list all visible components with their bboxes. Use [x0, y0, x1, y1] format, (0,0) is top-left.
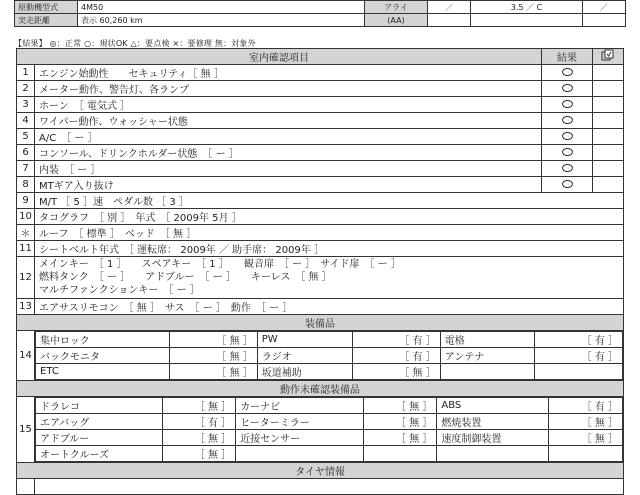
result-mark: [542, 113, 593, 129]
equip-value: [549, 446, 623, 462]
keys-line-1: メインキー ［ 1 ］ スペアキー ［ 1 ］ 観音扉 ［ ー ］ サイド扉 ［ ー ］: [39, 259, 401, 270]
row-number: 3: [17, 97, 35, 113]
result-mark: [542, 65, 593, 81]
equip-name: カーナビ: [236, 398, 364, 414]
equip-name: オートクルーズ: [36, 446, 163, 462]
equip-name: ETC: [36, 364, 170, 380]
engine-type-value: 4M50: [78, 1, 365, 14]
header-table: [14, 0, 626, 27]
equip-value: ［ 無 ］: [363, 414, 437, 430]
item-text: ルーフ ［ 標準 ］ ベッド ［ 無 ］: [35, 225, 624, 241]
item-text: メーター動作、警告灯、各ランプ: [35, 81, 542, 97]
copy-check-icon[interactable]: [593, 49, 624, 65]
equip-value: ［ 無 ］: [162, 446, 236, 462]
equip-value: ［ 無 ］: [169, 348, 257, 364]
check-row: [17, 299, 624, 315]
item-text: エンジン始動性 セキュリティ［ 無 ］: [35, 65, 542, 81]
keys-line-3: マルチファンクションキー ［ ー ］: [39, 285, 200, 296]
result-header: 結果: [542, 49, 593, 65]
result-mark: [542, 177, 593, 193]
row-number: 7: [17, 161, 35, 177]
row-number: 4: [17, 113, 35, 129]
row-number: 12: [17, 257, 35, 299]
equip-name: 電格: [440, 332, 534, 348]
row-number: 11: [17, 241, 35, 257]
result-mark: [542, 145, 593, 161]
result-mark: [542, 97, 593, 113]
equip-name: 近接センサー: [236, 430, 364, 446]
equip-name: [236, 446, 364, 462]
equip-value: ［ 無 ］: [363, 430, 437, 446]
equipment-title: 装備品: [17, 315, 624, 331]
equip-name: アンテナ: [440, 348, 534, 364]
keys-line-2: 燃料タンク ［ ー ］ アドブルー ［ ー ］ キーレス ［ 無 ］: [39, 272, 332, 283]
equip-value: ［ 無 ］: [169, 332, 257, 348]
keys-cell: [35, 257, 624, 299]
equip-value: ［ 有 ］: [162, 414, 236, 430]
tire-title: タイヤ情報: [17, 463, 624, 479]
mileage-label: 実走距離: [15, 14, 78, 27]
equip-value: ［ 無 ］: [363, 398, 437, 414]
alignment-value-2: 3.5 ／ C: [471, 1, 582, 14]
result-mark: [542, 129, 593, 145]
item-text: コンソール、ドリンクホルダー状態 ［ ー ］: [35, 145, 542, 161]
item-text: M/T ［ 5 ］速 ペダル数 ［ 3 ］: [35, 193, 624, 209]
equip-name: バックモニタ: [36, 348, 170, 364]
equip-name: ABS: [437, 398, 549, 414]
item-text: シートベルト年式 ［ 運転席： 2009年 ／ 助手席： 2009年 ］: [35, 241, 624, 257]
equip-name: [440, 364, 534, 380]
item-text: タコグラフ ［ 別 ］ 年式 ［ 2009年 5月 ］: [35, 209, 624, 225]
equip-name: 坂道補助: [257, 364, 352, 380]
item-text: ワイパー動作、ウォッシャー状態: [35, 113, 542, 129]
equip-value: ［ 有 ］: [534, 348, 622, 364]
equip-name: 集中ロック: [36, 332, 170, 348]
engine-type-label: 原動機型式: [15, 1, 78, 14]
row-number: 14: [17, 331, 35, 381]
equip-name: アドブルー: [36, 430, 163, 446]
check-row: [17, 225, 624, 241]
equip-value: ［ 有 ］: [352, 332, 440, 348]
row-number: 8: [17, 177, 35, 193]
equip-value: [534, 364, 622, 380]
equip-value: ［ 有 ］: [352, 348, 440, 364]
equipment-cell: [35, 331, 624, 381]
check-row: [17, 257, 624, 299]
item-text: ホーン ［ 電気式 ］: [35, 97, 542, 113]
unconfirmed-title: 動作未確認装備品: [17, 381, 624, 397]
row-number: 6: [17, 145, 35, 161]
mileage-value: 表示 60,260 km: [78, 14, 365, 27]
equip-name: [437, 446, 549, 462]
equip-value: ［ 無 ］: [352, 364, 440, 380]
equip-value: ［ 無 ］: [169, 364, 257, 380]
equip-name: 速度制御装置: [437, 430, 549, 446]
row-number: 10: [17, 209, 35, 225]
result-mark: [542, 161, 593, 177]
result-legend: 【結果】 ◎：正常 ○：現状OK △：要点検 ×：要修理 無：対象外: [14, 39, 256, 48]
equip-value: ［ 無 ］: [549, 414, 623, 430]
equip-value: ［ 有 ］: [534, 332, 622, 348]
table-title: 室内確認項目: [17, 49, 542, 65]
equipment-grid: [35, 331, 623, 380]
equip-name: 燃焼装置: [437, 414, 549, 430]
item-text: エアサスリモコン ［ 無 ］ サス ［ ー ］ 動作 ［ ー ］: [35, 299, 624, 315]
equip-value: ［ 無 ］: [549, 430, 623, 446]
check-row: [17, 193, 624, 209]
alignment-label: アライ: [365, 1, 428, 14]
equip-name: PW: [257, 332, 352, 348]
row-number: ＊: [17, 225, 35, 241]
item-text: A/C ［ ー ］: [35, 129, 542, 145]
interior-check-table: [16, 48, 624, 495]
row-number: 2: [17, 81, 35, 97]
row-number: 1: [17, 65, 35, 81]
equip-value: ［ 無 ］: [162, 398, 236, 414]
item-text: 内装 ［ ー ］: [35, 161, 542, 177]
unconfirmed-cell: [35, 397, 624, 463]
row-number: 15: [17, 397, 35, 463]
check-row: [17, 81, 624, 97]
equip-value: [363, 446, 437, 462]
equip-name: ドラレコ: [36, 398, 163, 414]
row-number: 5: [17, 129, 35, 145]
equip-name: エアバッグ: [36, 414, 163, 430]
row-number: 9: [17, 193, 35, 209]
equip-name: ヒーターミラー: [236, 414, 364, 430]
equip-value: ［ 有 ］: [549, 398, 623, 414]
check-row: [17, 113, 624, 129]
aa-label: (AA): [365, 14, 428, 27]
check-row: [17, 161, 624, 177]
result-mark: [542, 81, 593, 97]
check-row: [17, 145, 624, 161]
row-number: 13: [17, 299, 35, 315]
check-row: [17, 129, 624, 145]
alignment-value-3: ／: [582, 1, 625, 14]
equip-name: ラジオ: [257, 348, 352, 364]
check-row: [17, 177, 624, 193]
check-row: [17, 241, 624, 257]
check-row: [17, 209, 624, 225]
check-row: [17, 97, 624, 113]
item-text: MTギア入り抜け: [35, 177, 542, 193]
equip-value: ［ 無 ］: [162, 430, 236, 446]
alignment-value-1: ／: [428, 1, 471, 14]
check-row: [17, 65, 624, 81]
unconfirmed-grid: [35, 397, 623, 462]
